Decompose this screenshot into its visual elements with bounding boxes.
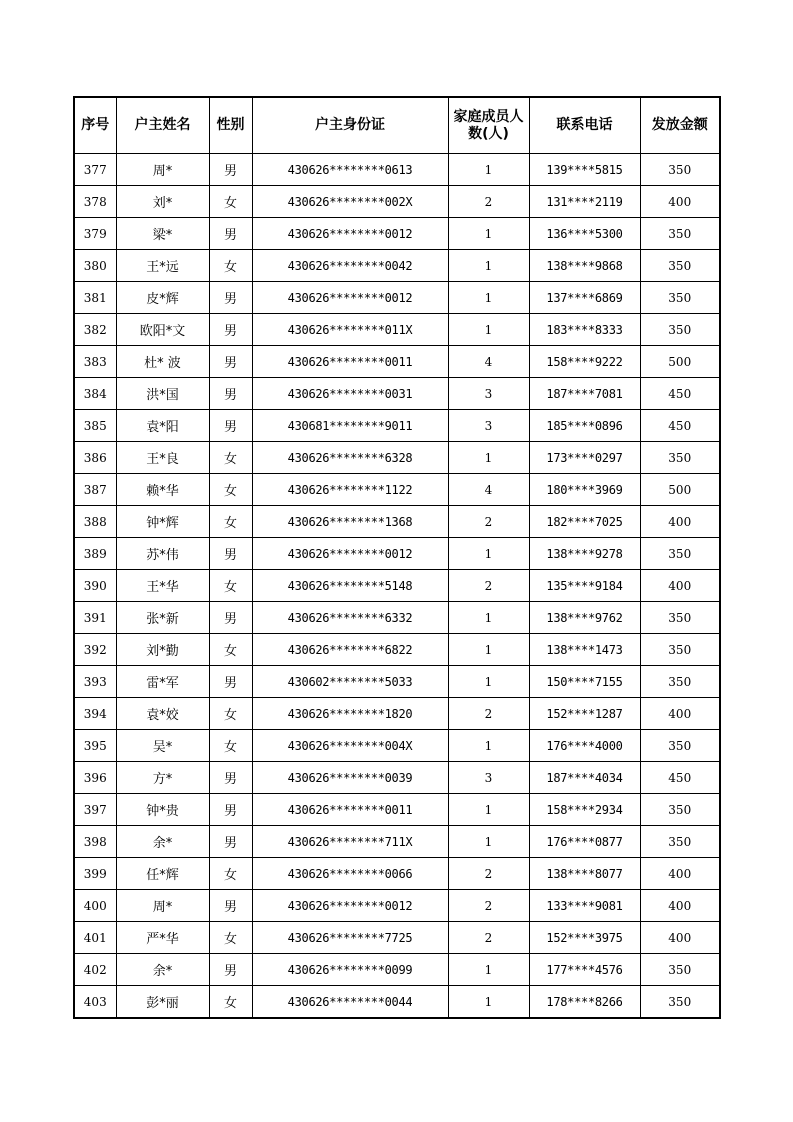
cell-id-card: 430626********0031 <box>252 378 448 410</box>
table-row <box>74 218 720 250</box>
cell-phone: 138****9762 <box>529 602 640 634</box>
cell-phone: 135****9184 <box>529 570 640 602</box>
cell-gender: 女 <box>209 730 252 762</box>
cell-name: 余* <box>116 954 209 986</box>
table-row <box>74 442 720 474</box>
cell-seq: 395 <box>74 730 116 762</box>
cell-phone: 176****0877 <box>529 826 640 858</box>
cell-phone: 139****5815 <box>529 154 640 186</box>
table-row <box>74 922 720 954</box>
table-row <box>74 378 720 410</box>
cell-gender: 男 <box>209 666 252 698</box>
cell-amount: 350 <box>640 154 720 186</box>
cell-phone: 180****3969 <box>529 474 640 506</box>
cell-gender: 男 <box>209 218 252 250</box>
header-name: 户主姓名 <box>116 97 209 154</box>
cell-id-card: 430626********0044 <box>252 986 448 1019</box>
cell-phone: 133****9081 <box>529 890 640 922</box>
table-row <box>74 570 720 602</box>
cell-phone: 173****0297 <box>529 442 640 474</box>
table-body <box>74 154 720 1019</box>
cell-name: 钟*辉 <box>116 506 209 538</box>
header-gender: 性别 <box>209 97 252 154</box>
cell-seq: 377 <box>74 154 116 186</box>
cell-gender: 男 <box>209 346 252 378</box>
cell-phone: 138****8077 <box>529 858 640 890</box>
cell-amount: 500 <box>640 474 720 506</box>
table-row <box>74 762 720 794</box>
cell-name: 王*华 <box>116 570 209 602</box>
header-id-card: 户主身份证 <box>252 97 448 154</box>
cell-name: 欧阳*文 <box>116 314 209 346</box>
cell-id-card: 430626********1368 <box>252 506 448 538</box>
table-row <box>74 794 720 826</box>
cell-members: 3 <box>448 762 529 794</box>
cell-name: 袁*阳 <box>116 410 209 442</box>
cell-gender: 男 <box>209 378 252 410</box>
cell-gender: 男 <box>209 602 252 634</box>
table-row <box>74 890 720 922</box>
cell-gender: 男 <box>209 282 252 314</box>
cell-members: 4 <box>448 474 529 506</box>
cell-phone: 178****8266 <box>529 986 640 1019</box>
cell-phone: 158****9222 <box>529 346 640 378</box>
cell-members: 1 <box>448 634 529 666</box>
cell-id-card: 430626********7725 <box>252 922 448 954</box>
cell-id-card: 430626********0613 <box>252 154 448 186</box>
cell-name: 皮*辉 <box>116 282 209 314</box>
cell-id-card: 430626********6328 <box>252 442 448 474</box>
cell-amount: 350 <box>640 730 720 762</box>
cell-seq: 399 <box>74 858 116 890</box>
cell-seq: 394 <box>74 698 116 730</box>
cell-gender: 女 <box>209 570 252 602</box>
cell-amount: 450 <box>640 762 720 794</box>
cell-phone: 131****2119 <box>529 186 640 218</box>
cell-id-card: 430626********0099 <box>252 954 448 986</box>
cell-phone: 150****7155 <box>529 666 640 698</box>
cell-name: 周* <box>116 890 209 922</box>
cell-amount: 400 <box>640 698 720 730</box>
cell-members: 1 <box>448 602 529 634</box>
cell-members: 1 <box>448 730 529 762</box>
cell-phone: 183****8333 <box>529 314 640 346</box>
cell-name: 洪*国 <box>116 378 209 410</box>
cell-gender: 女 <box>209 858 252 890</box>
cell-phone: 152****3975 <box>529 922 640 954</box>
cell-seq: 380 <box>74 250 116 282</box>
cell-amount: 400 <box>640 506 720 538</box>
cell-members: 1 <box>448 442 529 474</box>
table-row <box>74 346 720 378</box>
cell-members: 2 <box>448 186 529 218</box>
cell-seq: 378 <box>74 186 116 218</box>
cell-amount: 350 <box>640 442 720 474</box>
cell-seq: 384 <box>74 378 116 410</box>
cell-name: 余* <box>116 826 209 858</box>
cell-name: 赖*华 <box>116 474 209 506</box>
cell-seq: 402 <box>74 954 116 986</box>
cell-id-card: 430626********0012 <box>252 538 448 570</box>
table-row <box>74 410 720 442</box>
cell-id-card: 430626********0011 <box>252 346 448 378</box>
cell-id-card: 430626********6822 <box>252 634 448 666</box>
cell-gender: 男 <box>209 538 252 570</box>
cell-gender: 女 <box>209 474 252 506</box>
cell-members: 1 <box>448 538 529 570</box>
cell-seq: 381 <box>74 282 116 314</box>
cell-gender: 男 <box>209 826 252 858</box>
cell-amount: 350 <box>640 250 720 282</box>
cell-amount: 350 <box>640 218 720 250</box>
cell-name: 袁*姣 <box>116 698 209 730</box>
header-seq: 序号 <box>74 97 116 154</box>
cell-amount: 400 <box>640 570 720 602</box>
cell-amount: 450 <box>640 378 720 410</box>
cell-gender: 男 <box>209 762 252 794</box>
cell-phone: 138****9278 <box>529 538 640 570</box>
cell-seq: 386 <box>74 442 116 474</box>
cell-amount: 350 <box>640 314 720 346</box>
cell-members: 1 <box>448 154 529 186</box>
table-row <box>74 730 720 762</box>
cell-gender: 男 <box>209 314 252 346</box>
cell-gender: 男 <box>209 794 252 826</box>
cell-id-card: 430626********011X <box>252 314 448 346</box>
cell-seq: 398 <box>74 826 116 858</box>
cell-members: 2 <box>448 858 529 890</box>
cell-id-card: 430626********0012 <box>252 218 448 250</box>
cell-id-card: 430626********5148 <box>252 570 448 602</box>
table-row <box>74 154 720 186</box>
cell-seq: 391 <box>74 602 116 634</box>
cell-phone: 152****1287 <box>529 698 640 730</box>
cell-amount: 350 <box>640 282 720 314</box>
cell-id-card: 430626********0039 <box>252 762 448 794</box>
table-row <box>74 314 720 346</box>
cell-gender: 女 <box>209 634 252 666</box>
cell-members: 2 <box>448 506 529 538</box>
table-row <box>74 986 720 1019</box>
cell-members: 1 <box>448 826 529 858</box>
cell-members: 2 <box>448 570 529 602</box>
cell-amount: 350 <box>640 634 720 666</box>
cell-members: 3 <box>448 378 529 410</box>
cell-members: 2 <box>448 890 529 922</box>
cell-gender: 女 <box>209 986 252 1019</box>
cell-seq: 382 <box>74 314 116 346</box>
cell-amount: 350 <box>640 986 720 1019</box>
header-amount: 发放金额 <box>640 97 720 154</box>
cell-gender: 男 <box>209 954 252 986</box>
cell-phone: 138****9868 <box>529 250 640 282</box>
cell-members: 1 <box>448 250 529 282</box>
cell-phone: 137****6869 <box>529 282 640 314</box>
cell-amount: 400 <box>640 890 720 922</box>
cell-name: 雷*军 <box>116 666 209 698</box>
cell-members: 1 <box>448 314 529 346</box>
cell-members: 4 <box>448 346 529 378</box>
cell-id-card: 430626********1820 <box>252 698 448 730</box>
table-row <box>74 250 720 282</box>
header-phone: 联系电话 <box>529 97 640 154</box>
cell-name: 吴* <box>116 730 209 762</box>
cell-seq: 400 <box>74 890 116 922</box>
cell-seq: 385 <box>74 410 116 442</box>
cell-gender: 女 <box>209 698 252 730</box>
cell-seq: 383 <box>74 346 116 378</box>
table-row <box>74 954 720 986</box>
cell-amount: 350 <box>640 666 720 698</box>
table-row <box>74 634 720 666</box>
cell-phone: 136****5300 <box>529 218 640 250</box>
cell-seq: 388 <box>74 506 116 538</box>
cell-id-card: 430602********5033 <box>252 666 448 698</box>
cell-amount: 350 <box>640 826 720 858</box>
table-row <box>74 474 720 506</box>
cell-gender: 女 <box>209 506 252 538</box>
cell-name: 彭*丽 <box>116 986 209 1019</box>
cell-phone: 158****2934 <box>529 794 640 826</box>
cell-members: 2 <box>448 698 529 730</box>
cell-phone: 187****4034 <box>529 762 640 794</box>
table-row <box>74 698 720 730</box>
household-subsidy-table <box>73 96 721 1019</box>
cell-amount: 400 <box>640 922 720 954</box>
cell-members: 1 <box>448 986 529 1019</box>
cell-seq: 393 <box>74 666 116 698</box>
table-row <box>74 506 720 538</box>
cell-id-card: 430626********711X <box>252 826 448 858</box>
cell-seq: 392 <box>74 634 116 666</box>
cell-seq: 379 <box>74 218 116 250</box>
cell-phone: 176****4000 <box>529 730 640 762</box>
table-row <box>74 538 720 570</box>
cell-gender: 女 <box>209 250 252 282</box>
cell-phone: 138****1473 <box>529 634 640 666</box>
cell-amount: 350 <box>640 954 720 986</box>
cell-name: 严*华 <box>116 922 209 954</box>
cell-name: 周* <box>116 154 209 186</box>
cell-name: 王*远 <box>116 250 209 282</box>
cell-seq: 403 <box>74 986 116 1019</box>
cell-name: 方* <box>116 762 209 794</box>
cell-name: 钟*贵 <box>116 794 209 826</box>
cell-name: 张*新 <box>116 602 209 634</box>
cell-name: 苏*伟 <box>116 538 209 570</box>
cell-seq: 401 <box>74 922 116 954</box>
cell-gender: 女 <box>209 922 252 954</box>
cell-amount: 400 <box>640 858 720 890</box>
table-row <box>74 666 720 698</box>
cell-id-card: 430681********9011 <box>252 410 448 442</box>
cell-amount: 350 <box>640 794 720 826</box>
cell-seq: 396 <box>74 762 116 794</box>
cell-gender: 男 <box>209 410 252 442</box>
cell-phone: 177****4576 <box>529 954 640 986</box>
cell-id-card: 430626********004X <box>252 730 448 762</box>
cell-name: 梁* <box>116 218 209 250</box>
cell-members: 1 <box>448 218 529 250</box>
cell-seq: 390 <box>74 570 116 602</box>
cell-members: 2 <box>448 922 529 954</box>
cell-id-card: 430626********0011 <box>252 794 448 826</box>
cell-phone: 185****0896 <box>529 410 640 442</box>
cell-name: 杜* 波 <box>116 346 209 378</box>
cell-gender: 女 <box>209 442 252 474</box>
table-row <box>74 826 720 858</box>
cell-name: 王*良 <box>116 442 209 474</box>
cell-amount: 500 <box>640 346 720 378</box>
table-row <box>74 602 720 634</box>
cell-amount: 450 <box>640 410 720 442</box>
cell-id-card: 430626********0066 <box>252 858 448 890</box>
cell-id-card: 430626********0012 <box>252 890 448 922</box>
cell-gender: 女 <box>209 186 252 218</box>
cell-id-card: 430626********002X <box>252 186 448 218</box>
cell-members: 1 <box>448 794 529 826</box>
table-header-row <box>74 97 720 154</box>
cell-phone: 187****7081 <box>529 378 640 410</box>
cell-members: 1 <box>448 666 529 698</box>
cell-phone: 182****7025 <box>529 506 640 538</box>
cell-members: 3 <box>448 410 529 442</box>
cell-gender: 男 <box>209 154 252 186</box>
header-members: 家庭成员人数(人) <box>448 97 529 154</box>
cell-id-card: 430626********1122 <box>252 474 448 506</box>
cell-seq: 397 <box>74 794 116 826</box>
cell-seq: 387 <box>74 474 116 506</box>
table-row <box>74 282 720 314</box>
cell-gender: 男 <box>209 890 252 922</box>
table-row <box>74 858 720 890</box>
cell-name: 刘* <box>116 186 209 218</box>
table-row <box>74 186 720 218</box>
cell-amount: 350 <box>640 538 720 570</box>
cell-members: 1 <box>448 282 529 314</box>
cell-id-card: 430626********0042 <box>252 250 448 282</box>
cell-name: 刘*勤 <box>116 634 209 666</box>
cell-id-card: 430626********6332 <box>252 602 448 634</box>
cell-amount: 400 <box>640 186 720 218</box>
cell-id-card: 430626********0012 <box>252 282 448 314</box>
cell-seq: 389 <box>74 538 116 570</box>
cell-members: 1 <box>448 954 529 986</box>
cell-amount: 350 <box>640 602 720 634</box>
cell-name: 任*辉 <box>116 858 209 890</box>
